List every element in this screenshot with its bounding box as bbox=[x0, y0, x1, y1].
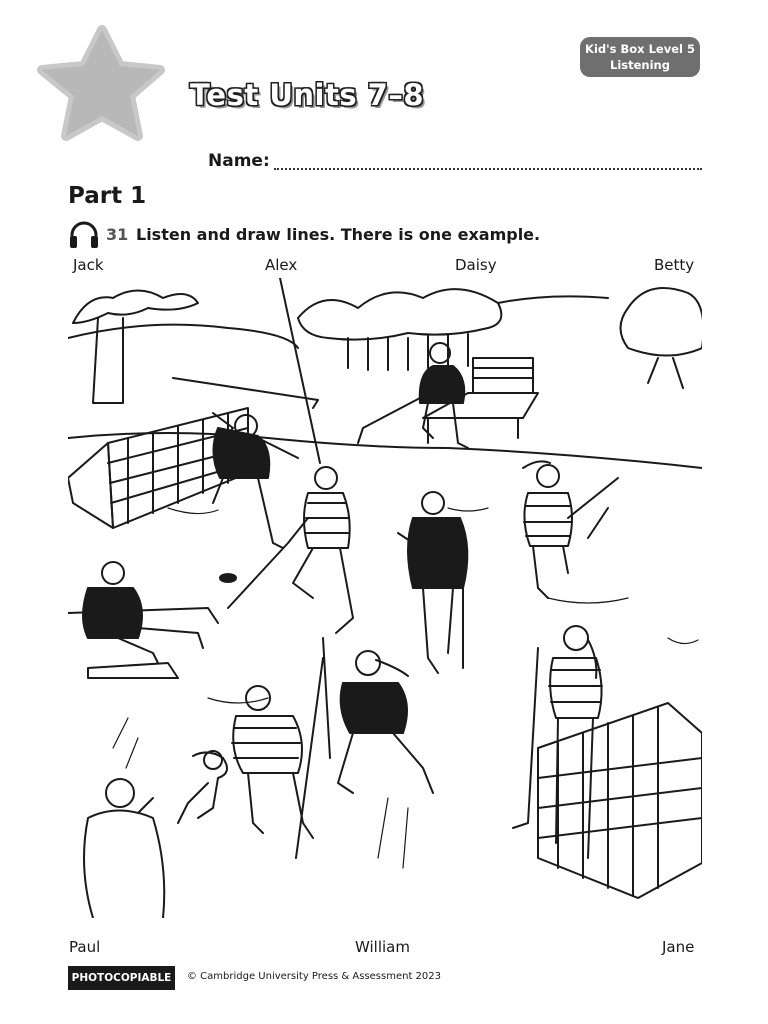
dog bbox=[178, 751, 227, 823]
figure-paul bbox=[84, 779, 164, 918]
track-number: 31 bbox=[106, 225, 129, 244]
ground-edge bbox=[68, 433, 702, 468]
hillside bbox=[68, 296, 608, 348]
name-paul: Paul bbox=[69, 938, 101, 956]
figure-middle-player bbox=[398, 492, 467, 673]
line-example bbox=[280, 278, 320, 463]
figure-girl-center bbox=[323, 638, 433, 793]
trees-center bbox=[298, 289, 501, 370]
tree-left bbox=[73, 291, 198, 404]
ice-hockey-illustration bbox=[68, 278, 702, 918]
badge-level-text: Kid's Box Level 5 bbox=[585, 42, 695, 56]
name-field[interactable] bbox=[274, 168, 702, 170]
ice-marks bbox=[113, 508, 698, 868]
figure-striped-player bbox=[228, 467, 353, 633]
figure-jumping-player bbox=[173, 378, 318, 548]
headphones-icon bbox=[68, 220, 100, 250]
star-decoration bbox=[30, 20, 170, 150]
name-jack: Jack bbox=[73, 256, 104, 274]
name-label: Name: bbox=[208, 151, 270, 171]
figure-boy-dog bbox=[232, 658, 323, 858]
figure-seated-player bbox=[68, 562, 218, 678]
figure-bench-player bbox=[358, 343, 468, 448]
page-title: Test Units 7–8 bbox=[190, 78, 425, 112]
level-badge bbox=[580, 37, 700, 77]
name-daisy: Daisy bbox=[455, 256, 497, 274]
figure-girl-right bbox=[523, 461, 618, 598]
photocopiable-label: PHOTOCOPIABLE bbox=[68, 966, 175, 990]
name-betty: Betty bbox=[654, 256, 695, 274]
part-heading: Part 1 bbox=[68, 183, 147, 209]
name-william: William bbox=[355, 938, 410, 956]
goal-right bbox=[538, 703, 702, 898]
name-alex: Alex bbox=[265, 256, 298, 274]
copyright-text: © Cambridge University Press & Assessment 2023 bbox=[187, 971, 442, 982]
badge-skill-text: Listening bbox=[610, 58, 670, 72]
puck bbox=[220, 574, 236, 582]
instruction-text: Listen and draw lines. There is one example. bbox=[136, 225, 541, 244]
name-jane: Jane bbox=[662, 938, 695, 956]
tree-right bbox=[621, 288, 703, 388]
